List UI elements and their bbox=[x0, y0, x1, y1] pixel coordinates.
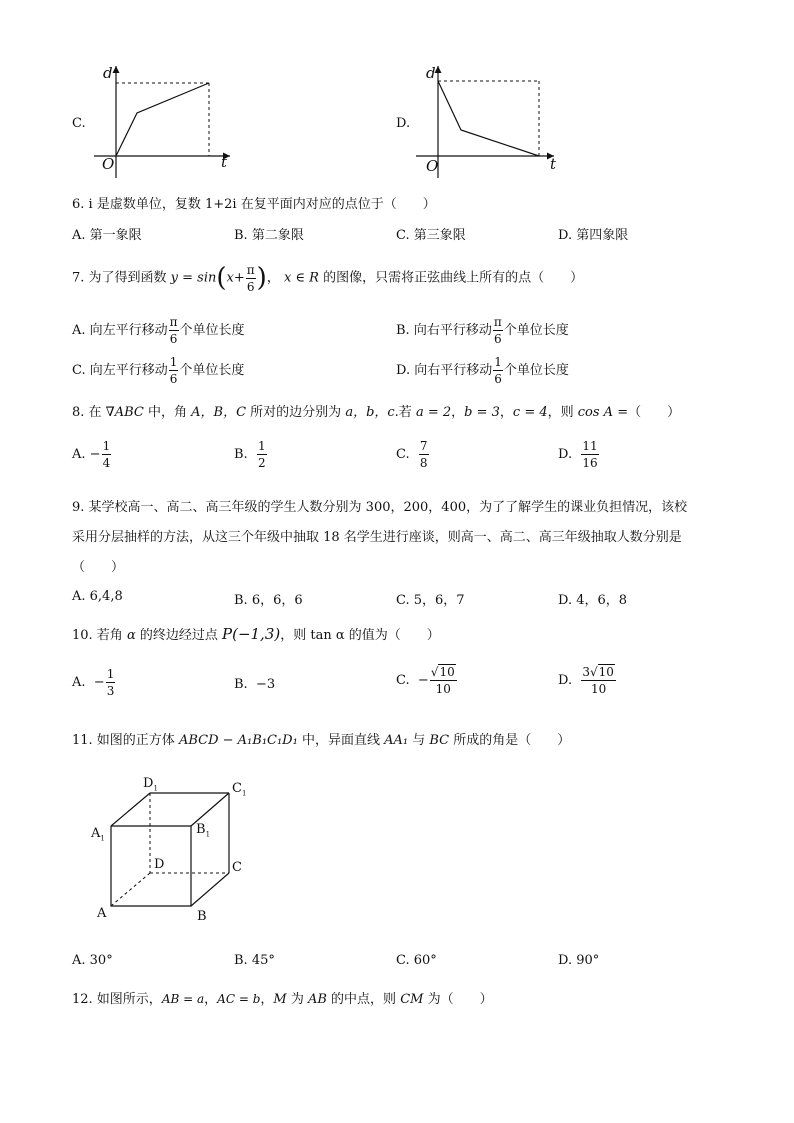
distance-curve bbox=[116, 83, 209, 156]
q11-option-b: B. 45° bbox=[234, 953, 275, 968]
front-face bbox=[111, 826, 191, 906]
question-8-stem: 8. 在 ∇ABC 中，角 A，B，C 所对的边分别为 a，b，c.若 a = 2，b = 3，c = 4，则 cos A =（ ） bbox=[72, 405, 681, 420]
q7-option-c: C. 向左平行移动 $\frac{1}{6}$ 个单位长度 bbox=[72, 355, 245, 386]
question-11-stem: 11. 如图的正方体 ABCD − A₁B₁C₁D₁ 中，异面直线 AA₁ 与 BC 所成的角是（ ） bbox=[72, 733, 571, 748]
vertex-label-c1: $C_1$ bbox=[232, 781, 247, 798]
q9-option-a: A. 6,4,8 bbox=[72, 589, 123, 604]
q10-option-c: C. − $\frac{√10}{10}$ bbox=[396, 665, 455, 696]
option-c-label: C. bbox=[72, 116, 86, 131]
q6-option-a: A. 第一象限 bbox=[72, 228, 142, 243]
question-6-stem: 6. i 是虚数单位，复数 1+2i 在复平面内对应的点位于（ ） bbox=[72, 197, 436, 212]
option-d-label: D. bbox=[396, 116, 411, 131]
q10-option-d: D. $\frac{3√10}{10}$ bbox=[558, 665, 614, 696]
q7-option-a: A. 向左平行移动 $\frac{\pi}{6}$ 个单位长度 bbox=[72, 315, 245, 346]
hidden-edge bbox=[111, 873, 150, 906]
q10-option-b: B. −3 bbox=[234, 677, 276, 692]
q9-option-b: B. 6，6，6 bbox=[234, 593, 303, 608]
cube-figure bbox=[105, 790, 235, 910]
q8-option-c: C. $\frac{7}{8}$ bbox=[396, 439, 428, 470]
distance-curve bbox=[438, 81, 539, 156]
q8-option-d: D. $\frac{11}{16}$ bbox=[558, 439, 598, 470]
q11-option-a: A. 30° bbox=[72, 953, 113, 968]
q6-option-c: C. 第三象限 bbox=[396, 228, 466, 243]
q11-option-d: D. 90° bbox=[558, 953, 600, 968]
axis-label-d: d bbox=[426, 64, 436, 82]
vertex-label-a1: $A_1$ bbox=[91, 826, 105, 843]
q7-option-d: D. 向右平行移动 $\frac{1}{6}$ 个单位长度 bbox=[396, 355, 569, 386]
q8-option-b: B. $\frac{1}{2}$ bbox=[234, 439, 266, 470]
q9-option-d: D. 4，6，8 bbox=[558, 593, 628, 608]
vertex-label-d: D bbox=[154, 857, 165, 872]
q11-option-c: C. 60° bbox=[396, 953, 437, 968]
axis-label-d: d bbox=[103, 64, 113, 82]
q7-option-b: B. 向右平行移动 $\frac{\pi}{6}$ 个单位长度 bbox=[396, 315, 569, 346]
q6-option-d: D. 第四象限 bbox=[558, 228, 629, 243]
axis-label-t: t bbox=[550, 155, 557, 173]
vertex-label-c: C bbox=[232, 860, 242, 875]
origin-label: O bbox=[102, 155, 115, 173]
vertex-label-b1: $B_1$ bbox=[196, 822, 211, 839]
vertex-label-d1: $D_1$ bbox=[143, 776, 158, 793]
question-7-stem: 7. 为了得到函数 y = sin(x+ $\frac{\pi}{6}$ )， x ∈ R 的图像，只需将正弦曲线上所有的点（ ） bbox=[72, 262, 584, 294]
question-9-line-3: （ ） bbox=[72, 560, 125, 575]
q9-option-c: C. 5，6，7 bbox=[396, 593, 465, 608]
question-9-line-2: 采用分层抽样的方法，从这三个年级中抽取 18 名学生进行座谈，则高一、高二、高三年级抽取人数分别是 bbox=[72, 530, 682, 545]
vertex-label-b: B bbox=[197, 909, 207, 924]
question-12-stem: 12. 如图所示，AB = a，AC = b，M 为 AB 的中点，则 CM 为（ ） bbox=[72, 992, 493, 1007]
axis-label-t: t bbox=[221, 153, 228, 171]
question-9-line-1: 9. 某学校高一、高二、高三年级的学生人数分别为 300，200，400，为了了解学生的课业负担情况，该校 bbox=[72, 500, 688, 515]
vertex-label-a: A bbox=[97, 906, 107, 921]
q10-option-a: A. − $\frac{1}{3}$ bbox=[72, 667, 115, 698]
question-10-stem: 10. 若角 α 的终边经过点 P(−1,3)，则 tan α 的值为（ ） bbox=[72, 625, 440, 643]
origin-label: O bbox=[426, 157, 439, 175]
q6-option-b: B. 第二象限 bbox=[234, 228, 304, 243]
q8-option-a: A. − $\frac{1}{4}$ bbox=[72, 439, 111, 470]
